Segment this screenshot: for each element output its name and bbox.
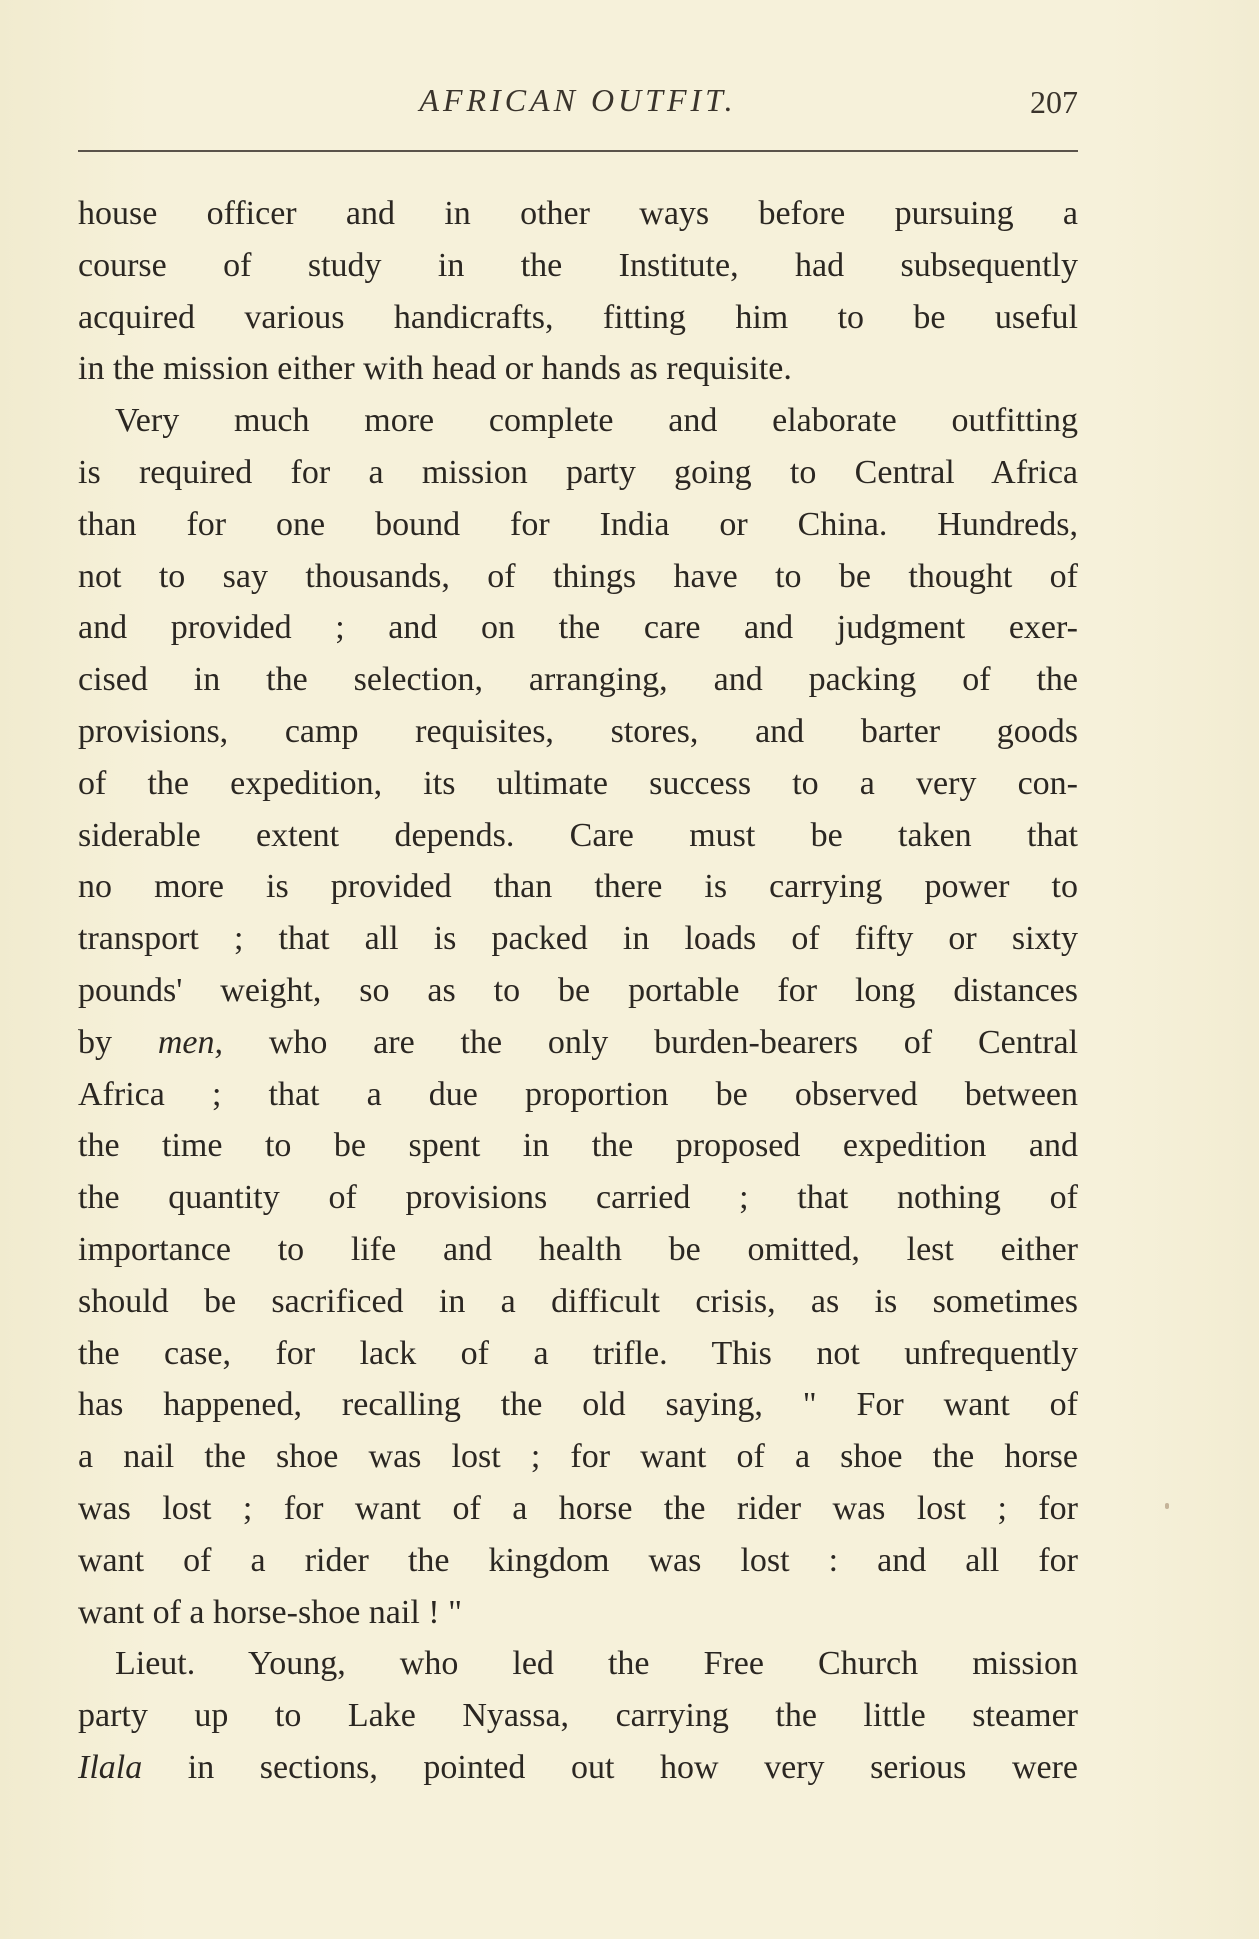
text-line: not to say thousands, of things have to be thought of bbox=[78, 557, 1078, 595]
text-line: the quantity of provisions carried ; that nothing of bbox=[78, 1179, 1078, 1217]
paragraph-start-line: Lieut. Young, who led the Free Church mission bbox=[115, 1645, 1078, 1683]
paper-blemish bbox=[1165, 1503, 1169, 1509]
running-title: AFRICAN OUTFIT. bbox=[419, 82, 737, 118]
body-text bbox=[78, 188, 1078, 1794]
text-line: transport ; that all is packed in loads of fifty or sixty bbox=[78, 920, 1078, 958]
text-line: cised in the selection, arranging, and packing of the bbox=[78, 661, 1078, 699]
text-line-with-italic bbox=[78, 1017, 1078, 1069]
italic-ship-name: Ilala bbox=[78, 1748, 143, 1786]
paragraph-start-line: Very much more complete and elaborate outfitting bbox=[115, 402, 1078, 440]
text-line: siderable extent depends. Care must be taken that bbox=[78, 816, 1078, 854]
text-line: want of a horse-shoe nail ! " bbox=[78, 1593, 462, 1631]
text-line: the case, for lack of a trifle. This not unfrequently bbox=[78, 1334, 1078, 1372]
page-header bbox=[78, 82, 1078, 126]
text-line: in the mission either with head or hands as requisite. bbox=[78, 350, 792, 388]
text-line: is required for a mission party going to Central Africa bbox=[78, 453, 1078, 491]
text-line: acquired various handicrafts, fitting him to be useful bbox=[78, 298, 1078, 336]
text-segment: by bbox=[78, 1023, 112, 1061]
text-line: the time to be spent in the proposed expedition and bbox=[78, 1127, 1078, 1165]
text-line: no more is provided than there is carrying power to bbox=[78, 868, 1078, 906]
text-line: importance to life and health be omitted, lest either bbox=[78, 1230, 1078, 1268]
text-line: should be sacrificed in a difficult crisis, as is sometimes bbox=[78, 1282, 1078, 1320]
page-number: 207 bbox=[1030, 84, 1078, 120]
text-line: Africa ; that a due proportion be observed between bbox=[78, 1075, 1078, 1113]
text-line: has happened, recalling the old saying, " For want of bbox=[78, 1386, 1078, 1424]
text-segment: in sections, pointed out how very serious were bbox=[187, 1748, 1079, 1786]
italic-emphasis: men, bbox=[157, 1023, 223, 1061]
text-line: a nail the shoe was lost ; for want of a shoe the horse bbox=[78, 1438, 1078, 1476]
text-line: of the expedition, its ultimate success to a very con- bbox=[78, 764, 1078, 802]
text-line: course of study in the Institute, had subsequently bbox=[78, 246, 1078, 284]
text-line: than for one bound for India or China. Hundreds, bbox=[78, 505, 1078, 543]
text-line: want of a rider the kingdom was lost : and all for bbox=[78, 1541, 1078, 1579]
text-line: party up to Lake Nyassa, carrying the little steamer bbox=[78, 1697, 1078, 1735]
text-segment: who are the only burden-bearers of Central bbox=[268, 1023, 1079, 1061]
text-line: provisions, camp requisites, stores, and barter goods bbox=[78, 712, 1078, 750]
text-line-with-italic bbox=[78, 1742, 1078, 1794]
text-line: pounds' weight, so as to be portable for long distances bbox=[78, 971, 1078, 1009]
text-line: and provided ; and on the care and judgment exer- bbox=[78, 609, 1078, 647]
header-rule bbox=[78, 150, 1078, 152]
text-line: house officer and in other ways before pursuing a bbox=[78, 195, 1078, 232]
text-line: was lost ; for want of a horse the rider was lost ; for bbox=[78, 1489, 1078, 1527]
